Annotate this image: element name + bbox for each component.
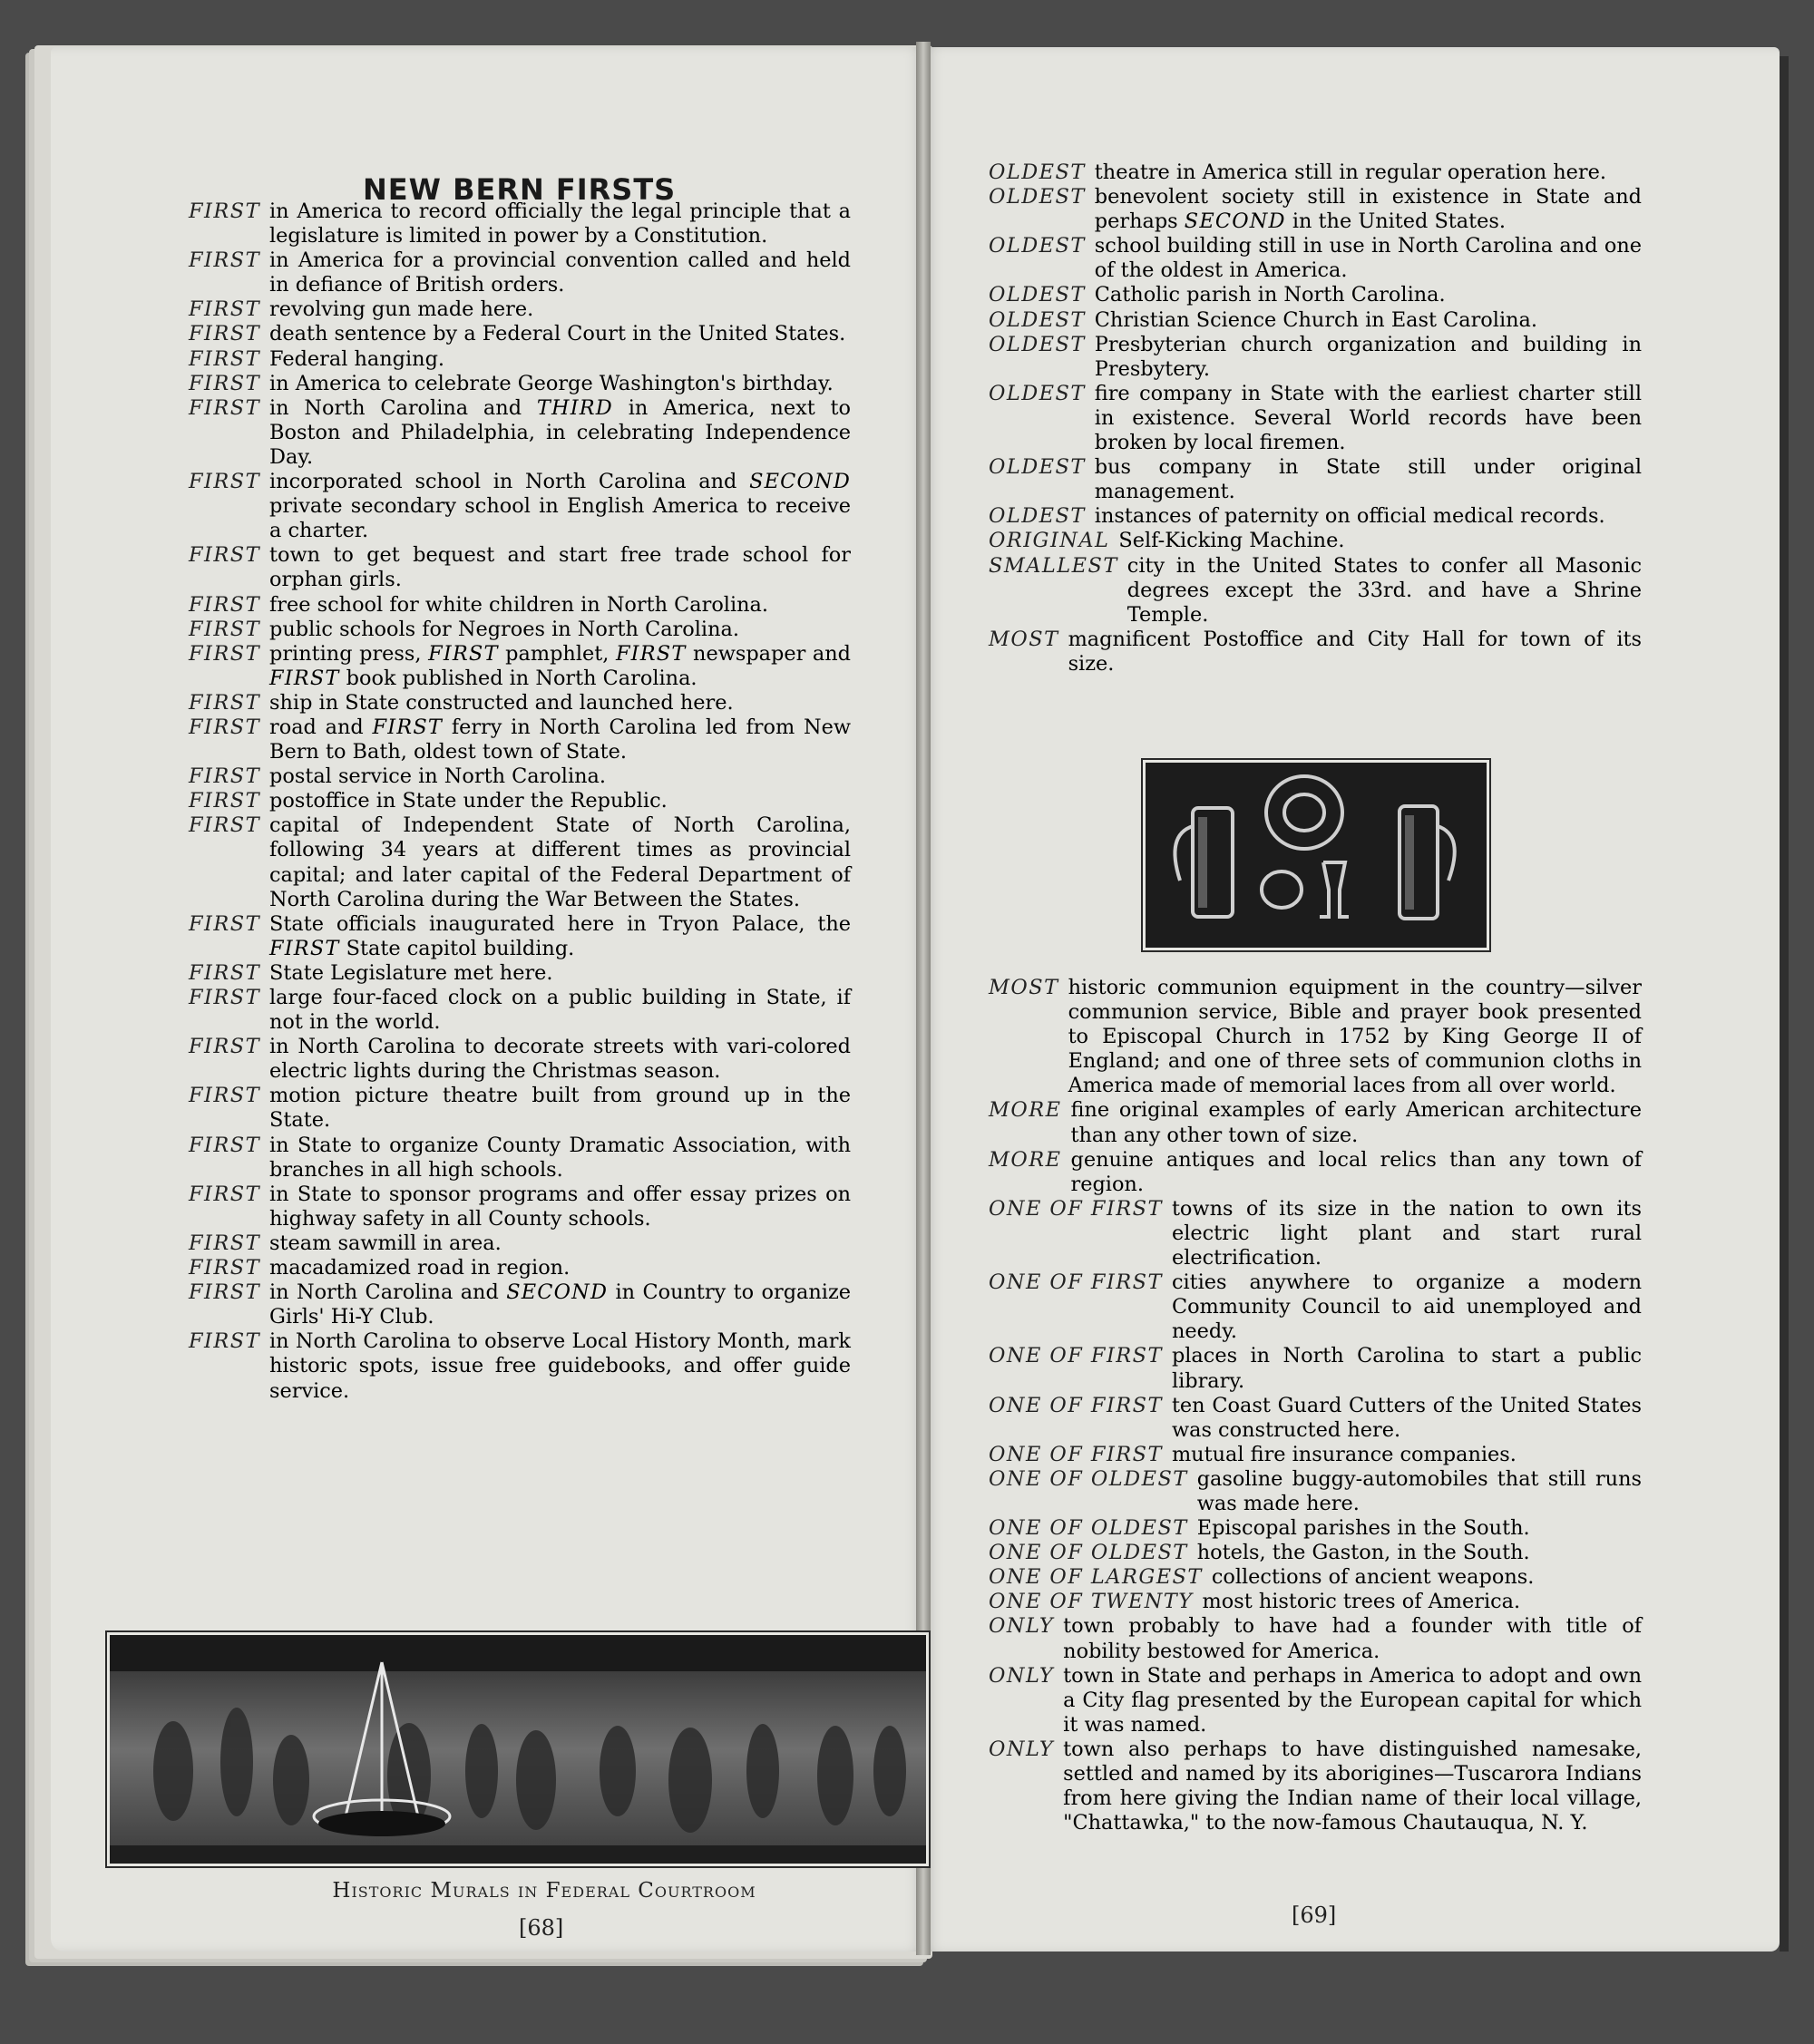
list-item <box>989 529 1642 553</box>
murals-photo <box>107 1632 929 1866</box>
entry-keyword: FIRST <box>189 1182 261 1206</box>
entry-text-part: in Country to organize Girls' Hi-Y Club. <box>269 1280 851 1329</box>
entry-text <box>269 912 851 961</box>
list-item <box>989 1614 1642 1663</box>
inline-keyword: SECOND <box>749 470 851 494</box>
entry-text <box>1095 382 1642 455</box>
entry-text-part: capital of Independent State of North Carolina, following 34 years at different times as provincial capital; and later capital of the Federal Department of North Carolina during the War Between the States. <box>269 813 851 911</box>
entry-keyword: FIRST <box>189 592 261 617</box>
entry-text-part: magnificent Postoffice and City Hall for town of its size. <box>1068 627 1642 676</box>
entry-text-part: State capitol building. <box>339 936 575 960</box>
entry-keyword: ONLY <box>989 1737 1055 1761</box>
list-item <box>989 1148 1642 1197</box>
entry-text <box>269 322 851 346</box>
entry-text-part: State Legislature met here. <box>269 960 553 985</box>
list-item <box>189 618 851 642</box>
entry-keyword: ONE OF OLDEST <box>989 1466 1188 1491</box>
list-item <box>989 1565 1642 1590</box>
entry-text <box>1095 185 1642 234</box>
entry-text <box>269 396 851 470</box>
entry-text-part: in America to celebrate George Washington's birthday. <box>269 371 834 395</box>
entry-text-part: instances of paternity on official medical records. <box>1094 504 1605 529</box>
list-item <box>189 789 851 813</box>
entry-text-part: cities anywhere to organize a modern Community Council to aid unemployed and needy. <box>1171 1270 1642 1344</box>
list-item <box>989 1394 1642 1443</box>
entry-text <box>1071 1148 1643 1197</box>
entry-text <box>1095 308 1642 333</box>
entry-text-part: in North Carolina and <box>269 1280 507 1305</box>
list-item <box>189 691 851 715</box>
entry-text-part: macadamized road in region. <box>269 1256 571 1280</box>
list-item <box>989 185 1642 234</box>
list-item <box>989 455 1642 504</box>
inline-keyword: SECOND <box>1184 209 1286 234</box>
inline-keyword: FIRST <box>269 666 340 690</box>
entry-text-part: in America, next to Boston and Philadelphia, in celebrating Independence Day. <box>269 395 851 469</box>
entry-text-part: motion picture theatre built from ground up in the State. <box>269 1084 851 1133</box>
entry-keyword: FIRST <box>189 789 261 813</box>
list-item <box>989 333 1642 382</box>
entry-keyword: OLDEST <box>989 161 1086 184</box>
list-item <box>189 1256 851 1280</box>
entry-text <box>269 789 851 813</box>
firsts-list <box>189 200 851 1404</box>
entry-text <box>269 1035 851 1084</box>
entry-text <box>1118 529 1642 553</box>
list-item <box>989 283 1642 307</box>
entry-text <box>1071 1098 1643 1147</box>
entry-text-part: places in North Carolina to start a public library. <box>1171 1344 1642 1393</box>
entry-text <box>269 1183 851 1231</box>
entry-text-part: city in the United States to confer all Masonic degrees except the 33rd. and have a Shrine Temple. <box>1126 553 1642 627</box>
list-item <box>189 543 851 592</box>
entry-text-part: town in State and perhaps in America to adopt and own a City flag presented by the European capital for which it was named. <box>1063 1663 1642 1737</box>
entry-keyword: OLDEST <box>989 455 1086 480</box>
list-item <box>189 200 851 248</box>
entry-text-part: revolving gun made here. <box>269 297 534 322</box>
entry-text-part: benevolent society still in existence in State and perhaps <box>1094 185 1642 234</box>
entry-text-part: road and <box>269 715 373 739</box>
entry-keyword: SMALLEST <box>989 553 1118 578</box>
list-item <box>189 1183 851 1231</box>
entry-text-part: in State to organize County Dramatic Association, with branches in all high schools. <box>269 1133 851 1182</box>
entry-keyword: ONE OF OLDEST <box>989 1541 1188 1565</box>
list-item <box>989 1098 1642 1147</box>
entry-text <box>269 470 851 543</box>
list-item <box>989 161 1642 185</box>
entry-text <box>269 372 851 396</box>
entry-text-part: steam sawmill in area. <box>269 1231 502 1255</box>
entry-keyword: FIRST <box>189 1035 261 1059</box>
entry-text-part: school building still in use in North Carolina and one of the oldest in America. <box>1094 234 1642 283</box>
entry-text-part: State officials inaugurated here in Tryon Palace, the <box>269 911 851 936</box>
entry-text <box>269 1084 851 1133</box>
entry-text-part: printing press, <box>269 641 429 666</box>
list-item <box>989 1197 1642 1270</box>
entry-text-part: ten Coast Guard Cutters of the United States was constructed here. <box>1171 1393 1642 1442</box>
entry-text-part: in the United States. <box>1285 209 1507 234</box>
list-item <box>189 1084 851 1133</box>
list-item <box>189 1134 851 1183</box>
entry-text <box>269 200 851 248</box>
entry-text <box>269 1280 851 1329</box>
entry-keyword: FIRST <box>189 641 261 666</box>
entry-text-part: Self-Kicking Machine. <box>1118 529 1345 553</box>
entry-text-part: in State to sponsor programs and offer essay prizes on highway safety in all County schools. <box>269 1182 851 1231</box>
oldest-list <box>989 161 1642 676</box>
list-item <box>989 1541 1642 1565</box>
entry-keyword: OLDEST <box>989 307 1086 332</box>
entry-keyword: OLDEST <box>989 332 1086 356</box>
entry-keyword: FIRST <box>189 715 261 739</box>
entry-text <box>1068 628 1642 676</box>
communion-silver-image <box>1146 763 1487 948</box>
entry-keyword: ONE OF OLDEST <box>989 1516 1188 1541</box>
list-item <box>189 642 851 691</box>
list-item <box>989 234 1642 283</box>
entry-keyword: OLDEST <box>989 283 1086 307</box>
entry-text-part: ferry in North Carolina led from New Bern to Bath, oldest town of State. <box>269 715 851 764</box>
inline-keyword: FIRST <box>428 641 499 666</box>
list-item <box>989 1467 1642 1516</box>
entry-text <box>1197 1467 1642 1516</box>
entry-text <box>269 1134 851 1183</box>
entry-text <box>269 543 851 592</box>
entry-text-part: postoffice in State under the Republic. <box>269 789 668 813</box>
entry-text-part: fine original examples of early American architecture than any other town of size. <box>1070 1098 1642 1147</box>
entry-text-part: bus company in State still under original management. <box>1094 455 1642 504</box>
entry-text-part: historic communion equipment in the country—silver communion service, Bible and prayer book presented to Episcopal Church in 1752 by King George II of England; and one of three sets of communion cloths in America made of memorial laces from all over world. <box>1068 976 1642 1098</box>
inline-keyword: SECOND <box>506 1280 609 1305</box>
entry-text-part: Catholic parish in North Carolina. <box>1094 283 1446 307</box>
list-item <box>989 976 1642 1098</box>
entry-text <box>1172 1197 1642 1270</box>
list-item <box>989 554 1642 628</box>
inline-keyword: THIRD <box>536 395 613 420</box>
entry-keyword: FIRST <box>189 813 261 838</box>
entry-text-part: in North Carolina to observe Local History Month, mark historic spots, issue free guidebooks, and offer guide service. <box>269 1329 851 1403</box>
entry-text-part: fire company in State with the earliest charter still in existence. Several World records have been broken by local firemen. <box>1094 381 1642 455</box>
entry-keyword: FIRST <box>189 617 261 641</box>
list-item <box>189 248 851 297</box>
list-item <box>989 1344 1642 1393</box>
list-item <box>989 1270 1642 1344</box>
entry-keyword: FIRST <box>189 371 261 395</box>
entry-keyword: ONE OF FIRST <box>989 1344 1163 1368</box>
entry-text <box>269 297 851 322</box>
communion-silver-photo <box>1143 760 1489 950</box>
entry-text-part: private secondary school in English America to receive a charter. <box>269 494 851 543</box>
entry-text <box>1212 1565 1642 1590</box>
entry-keyword: FIRST <box>189 1280 261 1305</box>
entry-keyword: FIRST <box>189 297 261 322</box>
entry-text-part: most historic trees of America. <box>1202 1590 1521 1614</box>
list-item <box>989 628 1642 676</box>
entry-text-part: town also perhaps to have distinguished namesake, settled and named by its aborigines—Tuscarora Indians from here giving the Indian name of their local village, "Chattawka," to the now-famous Chautauqua, N. Y. <box>1063 1737 1642 1835</box>
entry-text-part: Federal hanging. <box>269 346 445 371</box>
entry-text <box>1197 1541 1642 1565</box>
entry-keyword: MOST <box>989 627 1059 651</box>
inline-keyword: FIRST <box>615 641 687 666</box>
list-item <box>989 504 1642 529</box>
entry-text <box>1095 234 1642 283</box>
list-item <box>189 986 851 1035</box>
entry-keyword: FIRST <box>189 322 261 346</box>
list-item <box>189 764 851 789</box>
entry-keyword: FIRST <box>189 764 261 789</box>
entry-text-part: in North Carolina to decorate streets with vari-colored electric lights during the Christmas season. <box>269 1035 851 1084</box>
entry-keyword: ONE OF TWENTY <box>989 1590 1194 1614</box>
list-item <box>189 715 851 764</box>
entry-text <box>269 1329 851 1403</box>
list-item <box>189 396 851 470</box>
entry-text-part: large four-faced clock on a public building in State, if not in the world. <box>269 986 851 1035</box>
list-item <box>189 1231 851 1256</box>
entry-text-part: postal service in North Carolina. <box>269 764 606 789</box>
entry-keyword: FIRST <box>189 1133 261 1157</box>
list-item <box>189 593 851 618</box>
entry-text <box>1127 554 1642 628</box>
photo-caption: Historic Murals in Federal Courtroom <box>332 1879 756 1903</box>
page-title: NEW BERN FIRSTS <box>363 172 677 207</box>
entry-text <box>269 813 851 911</box>
entry-text <box>269 715 851 764</box>
entry-keyword: FIRST <box>189 543 261 568</box>
entry-text <box>1172 1443 1642 1467</box>
entry-text-part: in America to record officially the legal principle that a legislature is limited in power by a Constitution. <box>269 200 851 248</box>
entry-keyword: OLDEST <box>989 381 1086 405</box>
entry-keyword: ONE OF FIRST <box>989 1270 1163 1295</box>
list-item <box>189 297 851 322</box>
entry-keyword: ONE OF FIRST <box>989 1442 1163 1466</box>
list-item <box>189 347 851 372</box>
entry-text <box>1063 1737 1642 1835</box>
list-item <box>989 1443 1642 1467</box>
entry-text-part: mutual fire insurance companies. <box>1171 1442 1517 1466</box>
entry-keyword: ONE OF LARGEST <box>989 1565 1203 1590</box>
entry-keyword: ONLY <box>989 1614 1055 1639</box>
page-number-left: [68] <box>519 1915 564 1941</box>
entry-text <box>269 642 851 691</box>
entry-text-part: gasoline buggy-automobiles that still runs was made here. <box>1196 1466 1642 1515</box>
entry-text <box>1203 1590 1642 1614</box>
entry-text <box>1095 161 1642 185</box>
entry-keyword: FIRST <box>189 960 261 985</box>
entry-text-part: in America for a provincial convention called and held in defiance of British orders. <box>269 248 851 297</box>
entry-text <box>1095 283 1642 307</box>
entry-keyword: FIRST <box>189 690 261 715</box>
entry-text-part: town to get bequest and start free trade school for orphan girls. <box>269 543 851 592</box>
entry-keyword: OLDEST <box>989 504 1086 529</box>
superlatives-list <box>989 976 1642 1835</box>
entry-text <box>269 691 851 715</box>
entry-text-part: Presbyterian church organization and building in Presbytery. <box>1094 332 1642 381</box>
entry-text <box>1172 1270 1642 1344</box>
entry-text <box>269 961 851 986</box>
entry-keyword: FIRST <box>189 248 261 273</box>
entry-text-part: towns of its size in the nation to own its electric light plant and start rural electrification. <box>1171 1196 1642 1270</box>
list-item <box>189 1280 851 1329</box>
entry-keyword: FIRST <box>189 346 261 371</box>
list-item <box>189 322 851 346</box>
entry-keyword: ORIGINAL <box>989 529 1110 553</box>
entry-keyword: FIRST <box>189 1084 261 1108</box>
entry-keyword: FIRST <box>189 1329 261 1354</box>
entry-keyword: FIRST <box>189 1256 261 1280</box>
list-item <box>989 1664 1642 1737</box>
list-item <box>989 308 1642 333</box>
entry-keyword: MOST <box>989 976 1059 999</box>
entry-text-part: Christian Science Church in East Carolina. <box>1094 307 1537 332</box>
entry-keyword: FIRST <box>189 1231 261 1255</box>
entry-text-part: hotels, the Gaston, in the South. <box>1196 1541 1530 1565</box>
entry-keyword: ONLY <box>989 1663 1055 1688</box>
list-item <box>189 912 851 961</box>
entry-text <box>269 618 851 642</box>
entry-text <box>1068 976 1642 1098</box>
entry-keyword: FIRST <box>189 200 261 223</box>
back-cover-edge <box>1780 56 1789 1952</box>
list-item <box>189 961 851 986</box>
entry-keyword: FIRST <box>189 470 261 494</box>
entry-keyword: MORE <box>989 1098 1062 1123</box>
list-item <box>189 470 851 543</box>
entry-text <box>1095 455 1642 504</box>
entry-text-part: death sentence by a Federal Court in the United States. <box>269 322 846 346</box>
entry-text-part: in North Carolina and <box>269 395 537 420</box>
entry-text <box>1095 333 1642 382</box>
list-item <box>989 382 1642 455</box>
entry-text <box>269 248 851 297</box>
entry-keyword: FIRST <box>189 911 261 936</box>
entry-text-part: collections of ancient weapons. <box>1211 1565 1535 1590</box>
entry-text-part: public schools for Negroes in North Carolina. <box>269 617 739 641</box>
entry-keyword: ONE OF FIRST <box>989 1196 1163 1221</box>
page-number-right: [69] <box>1292 1903 1337 1928</box>
entry-text <box>269 347 851 372</box>
entry-text <box>269 986 851 1035</box>
entry-text-part: theatre in America still in regular operation here. <box>1094 161 1606 184</box>
entry-keyword: MORE <box>989 1147 1062 1172</box>
list-item <box>189 372 851 396</box>
entry-text-part: genuine antiques and local relics than any town of region. <box>1070 1147 1642 1196</box>
entry-text-part: newspaper and <box>686 641 851 666</box>
entry-text <box>1172 1344 1642 1393</box>
entry-text <box>269 1256 851 1280</box>
list-item <box>189 813 851 911</box>
list-item <box>989 1590 1642 1614</box>
entry-text-part: town probably to have had a founder with title of nobility bestowed for America. <box>1063 1614 1642 1663</box>
entry-text-part: Episcopal parishes in the South. <box>1196 1516 1530 1541</box>
entry-keyword: FIRST <box>189 986 261 1009</box>
murals-photo-image <box>110 1635 926 1864</box>
list-item <box>189 1329 851 1403</box>
entry-text <box>1063 1614 1642 1663</box>
entry-text <box>269 1231 851 1256</box>
entry-keyword: FIRST <box>189 395 261 420</box>
entry-text-part: pamphlet, <box>498 641 616 666</box>
entry-text-part: ship in State constructed and launched here. <box>269 690 734 715</box>
entry-text <box>1172 1394 1642 1443</box>
entry-keyword: OLDEST <box>989 234 1086 258</box>
entry-keyword: ONE OF FIRST <box>989 1393 1163 1417</box>
list-item <box>989 1737 1642 1835</box>
entry-text <box>269 764 851 789</box>
list-item <box>189 1035 851 1084</box>
entry-text <box>269 593 851 618</box>
entry-text <box>1197 1516 1642 1541</box>
entry-text-part: book published in North Carolina. <box>339 666 697 690</box>
entry-text <box>1095 504 1642 529</box>
list-item <box>989 1516 1642 1541</box>
inline-keyword: FIRST <box>372 715 444 739</box>
entry-text-part: free school for white children in North Carolina. <box>269 592 769 617</box>
entry-keyword: OLDEST <box>989 185 1086 209</box>
inline-keyword: FIRST <box>269 936 340 960</box>
entry-text-part: incorporated school in North Carolina and <box>269 470 750 494</box>
entry-text <box>1063 1664 1642 1737</box>
